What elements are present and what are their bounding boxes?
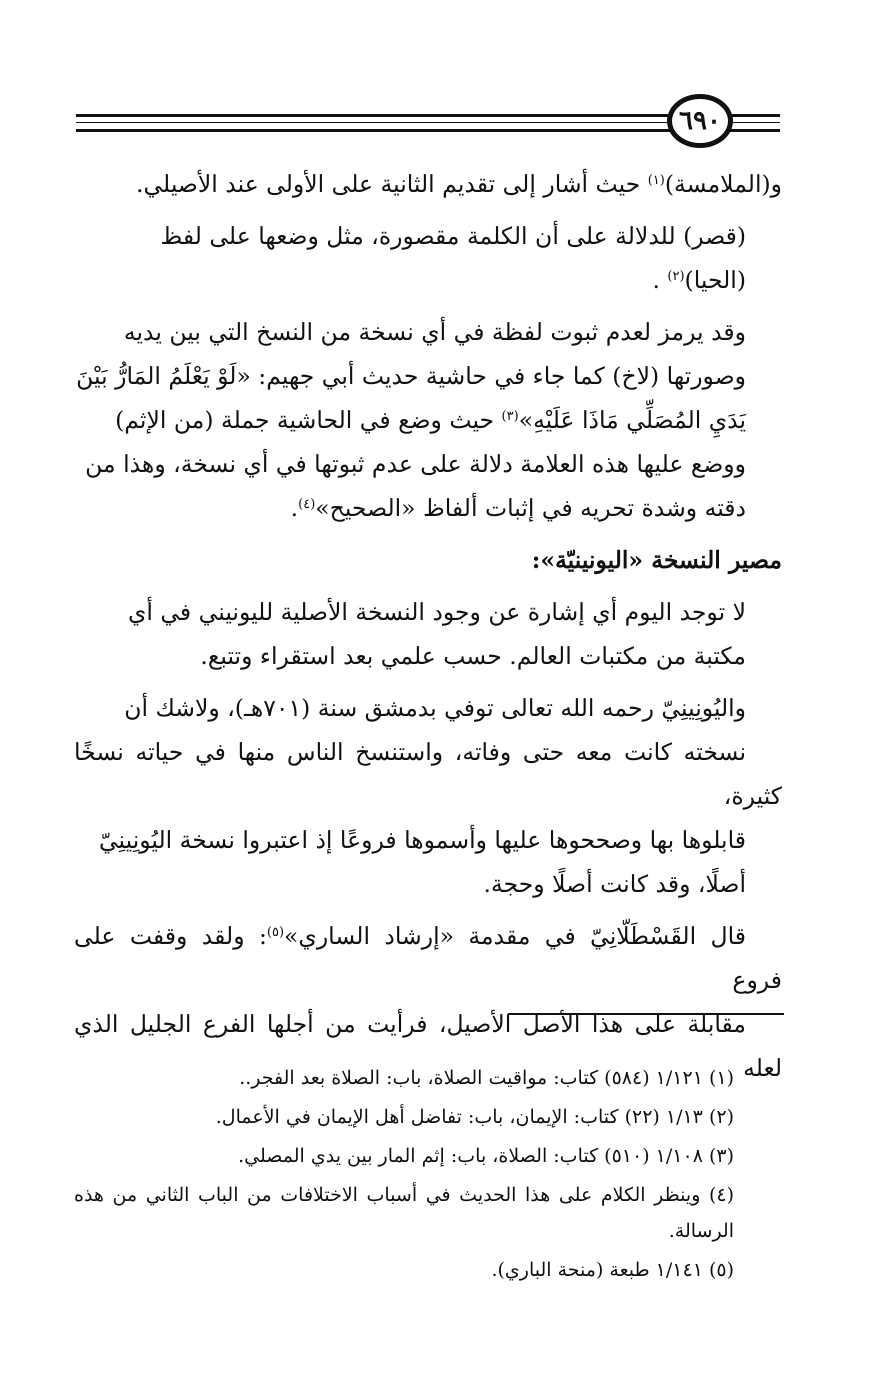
line-text: ووضع عليها هذه العلامة دلالة على عدم ثبوتها في أي نسخة، وهذا من: [85, 450, 746, 478]
footnote-1: (١) ١/١٢١ (٥٨٤) كتاب: مواقيت الصلاة، باب: الصلاة بعد الفجر..: [239, 1067, 734, 1089]
footnote-5: (٥) ١/١٤١ طبعة (منحة الباري).: [491, 1259, 734, 1281]
line-text-continued: .: [652, 266, 668, 294]
footnote-marker[interactable]: (١): [647, 173, 665, 188]
text-line: [74, 862, 782, 906]
line-text: قابلوها بها وصححوها عليها وأسموها فروعًا إذ اعتبروا نسخة اليُونِينِيّ: [98, 826, 746, 854]
line-text: مكتبة من مكتبات العالم. حسب علمي بعد استقراء وتتبع.: [200, 642, 746, 670]
footnote-marker[interactable]: (٥): [266, 925, 285, 940]
line-text-continued: : ولقد وقفت على فروع: [74, 922, 782, 994]
footnote-marker[interactable]: (٤): [298, 497, 316, 512]
text-line: [74, 634, 782, 678]
header-rule-bottom-left: [76, 129, 676, 132]
footnote-marker[interactable]: (٢): [667, 269, 685, 284]
line-text: يَدَيِ المُصَلِّي مَاذَا عَلَيْهِ»: [518, 406, 746, 434]
text-line: [74, 354, 782, 398]
text-line: [74, 686, 782, 730]
paragraph-p4: [74, 590, 782, 678]
line-text: و(الملامسة): [664, 170, 782, 198]
line-text: (الحيا): [684, 266, 746, 294]
page-header: [76, 92, 780, 162]
paragraph-p5: [74, 686, 782, 906]
footnote-2: (٢) ١/١٣ (٢٢) كتاب: الإيمان، باب: تفاضل أهل الإيمان في الأعمال.: [215, 1106, 734, 1128]
footnote-marker[interactable]: (٣): [501, 409, 519, 424]
text-line: [74, 914, 782, 1002]
line-text: دقته وشدة تحريه في إثبات ألفاظ «الصحيح»: [315, 494, 746, 522]
text-line: [74, 818, 782, 862]
line-text-continued: .: [290, 494, 299, 522]
text-line: [74, 538, 782, 582]
line-text: أصلًا، وقد كانت أصلًا وحجة.: [483, 870, 746, 898]
line-text: نسخته كانت معه حتى وفاته، واستنسخ الناس منها في حياته نسخًا كثيرة،: [74, 738, 782, 810]
line-text: قال القَسْطَلّانِيّ في مقدمة «إرشاد الساري»: [284, 922, 746, 950]
page-number: ٦٩٠: [667, 94, 733, 148]
text-line: [74, 398, 782, 442]
footnote-4: (٤) وينظر الكلام على هذا الحديث في أسباب الاختلافات من الباب الثاني من هذه الرسالة.: [74, 1184, 734, 1242]
text-line: [74, 590, 782, 634]
line-text: وصورتها (لاخ) كما جاء في حاشية حديث أبي جهيم: «لَوْ يَعْلَمُ المَارُّ بَيْنَ: [76, 362, 746, 390]
header-rule-top-left: [76, 114, 676, 117]
text-line: [74, 310, 782, 354]
footnotes: [74, 1060, 784, 1291]
line-text: واليُونِينِيّ رحمه الله تعالى توفي بدمشق سنة (٧٠١هـ)، ولاشك أن: [124, 694, 746, 722]
line-text-continued: حيث وضع في الحاشية جملة (من الإثم): [115, 406, 502, 434]
text-line: [74, 486, 782, 530]
paragraph-p1: [74, 162, 782, 206]
header-rule-mid-left: [76, 122, 676, 123]
text-line: [74, 214, 782, 258]
text-line: [74, 258, 782, 302]
main-text: [74, 162, 782, 1098]
line-text: مصير النسخة «اليونينيّة»:: [531, 546, 782, 574]
paragraph-p2: [74, 214, 782, 302]
footnote-3: (٣) ١/١٠٨ (٥١٠) كتاب: الصلاة، باب: إثم المار بين يدي المصلي.: [238, 1145, 734, 1167]
line-text-continued: حيث أشار إلى تقديم الثانية على الأولى عند الأصيلي.: [135, 170, 648, 198]
line-text: وقد يرمز لعدم ثبوت لفظة في أي نسخة من النسخ التي بين يديه: [123, 318, 746, 346]
text-line: [74, 730, 782, 818]
footnote-separator: [508, 1013, 784, 1015]
text-line: [74, 162, 782, 206]
line-text: (قصر) للدلالة على أن الكلمة مقصورة، مثل وضعها على لفظ: [160, 222, 746, 250]
section-heading: [74, 538, 782, 582]
line-text: مقابلة على هذا الأصل الأصيل، فرأيت من أجلها الفرع الجليل الذي لعله: [74, 1010, 782, 1082]
line-text: لا توجد اليوم أي إشارة عن وجود النسخة الأصلية لليونيني في أي: [127, 598, 746, 626]
text-line: [74, 442, 782, 486]
paragraph-p3: [74, 310, 782, 530]
